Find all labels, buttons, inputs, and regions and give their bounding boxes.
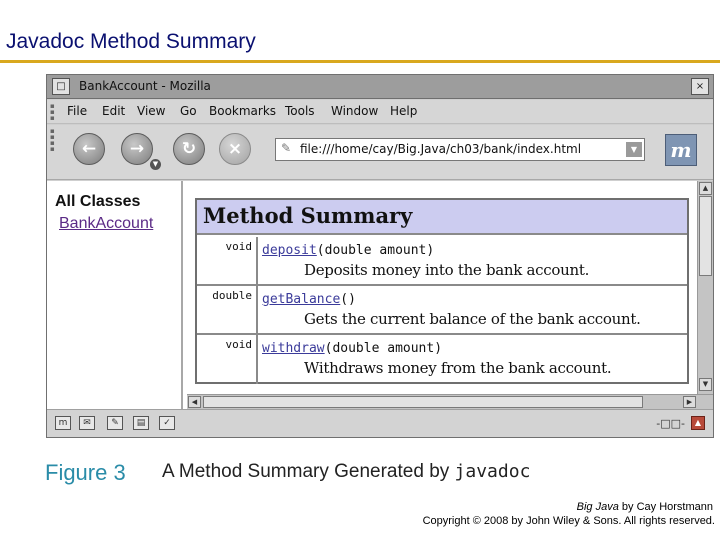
book-credit [577, 501, 713, 513]
url-bar[interactable] [275, 138, 645, 161]
copyright-notice: Copyright © 2008 by John Wiley & Sons. All rights reserved. [422, 515, 715, 527]
menu-bar [47, 100, 713, 124]
irc-icon[interactable]: ✓ [159, 416, 175, 430]
menu-view[interactable]: View [137, 104, 166, 118]
menu-help[interactable]: Help [390, 104, 418, 118]
method-summary-heading: Method Summary [203, 203, 413, 228]
menu-window[interactable]: Window [331, 104, 379, 118]
window-title: BankAccount - Mozilla [79, 79, 211, 93]
return-type-cell [197, 286, 258, 333]
method-description: Deposits money into the bank account. [304, 261, 590, 279]
horizontal-scrollbar[interactable] [187, 394, 713, 409]
url-text[interactable]: file:///home/cay/Big.Java/ch03/bank/index.html [300, 142, 582, 156]
mozilla-throbber-icon[interactable]: m [665, 134, 697, 166]
menu-file[interactable]: File [67, 104, 88, 118]
scroll-right-icon[interactable]: ▶ [683, 396, 696, 408]
return-type-cell [197, 237, 258, 284]
book-author: by Cay Horstmann [618, 501, 713, 513]
page-icon: ✎ [281, 141, 292, 155]
method-params: (double amount) [324, 341, 443, 356]
all-classes-heading: All Classes [55, 193, 141, 210]
vertical-scrollbar[interactable] [697, 181, 713, 394]
forward-history-dropdown-icon[interactable]: ▼ [150, 159, 161, 170]
page-content [47, 181, 713, 409]
menu-tools[interactable]: Tools [285, 104, 315, 118]
system-menu-icon[interactable]: □ [52, 78, 70, 95]
table-row [197, 286, 687, 335]
browser-window [46, 74, 714, 438]
method-link-deposit[interactable]: deposit [262, 243, 317, 258]
table-row [197, 335, 687, 384]
stop-icon[interactable]: × [219, 133, 251, 165]
title-rule [0, 60, 720, 63]
class-link-bankaccount[interactable]: BankAccount [59, 215, 154, 232]
toolbar-grip-icon[interactable]: ▪ ▪ ▪ [50, 102, 55, 122]
menu-bookmarks[interactable]: Bookmarks [209, 104, 277, 118]
method-signature [262, 243, 434, 258]
method-link-withdraw[interactable]: withdraw [262, 341, 325, 356]
method-summary-table [195, 198, 689, 384]
figure-caption-code: javadoc [454, 461, 531, 482]
status-bar [47, 409, 713, 437]
method-description: Gets the current balance of the bank account. [304, 310, 641, 328]
scroll-left-icon[interactable]: ◀ [188, 396, 201, 408]
menu-edit[interactable]: Edit [102, 104, 126, 118]
method-params: (double amount) [316, 243, 435, 258]
addressbook-icon[interactable]: ▤ [133, 416, 149, 430]
composer-icon[interactable]: ✎ [107, 416, 123, 430]
slide-title: Javadoc Method Summary [6, 30, 256, 53]
forward-icon[interactable]: → [121, 133, 153, 165]
lock-icon[interactable]: ▲ [691, 416, 705, 430]
vertical-scroll-thumb[interactable] [699, 196, 712, 276]
return-type: void [225, 338, 252, 351]
method-link-getbalance[interactable]: getBalance [262, 292, 341, 307]
url-dropdown-icon[interactable]: ▼ [626, 142, 642, 157]
method-params: () [340, 292, 356, 307]
return-type: void [225, 240, 252, 253]
class-list-frame [47, 181, 183, 409]
figure-caption [162, 461, 530, 483]
table-row [197, 237, 687, 286]
method-signature [262, 341, 442, 356]
close-icon[interactable]: × [691, 78, 709, 95]
menu-go[interactable]: Go [180, 104, 197, 118]
navigation-toolbar [47, 125, 713, 180]
toolbar-grip-icon[interactable]: ▪ ▪ ▪ ▪ [50, 127, 55, 153]
back-icon[interactable]: ← [73, 133, 105, 165]
scroll-down-icon[interactable]: ▼ [699, 378, 712, 391]
method-description: Withdraws money from the bank account. [304, 359, 612, 377]
horizontal-scroll-thumb[interactable] [203, 396, 643, 408]
method-summary-header [197, 200, 687, 235]
navigator-icon[interactable]: m [55, 416, 71, 430]
mail-icon[interactable]: ✉ [79, 416, 95, 430]
figure-label: Figure 3 [45, 460, 126, 485]
return-type-cell [197, 335, 258, 384]
reload-icon[interactable]: ↻ [173, 133, 205, 165]
window-titlebar[interactable] [47, 75, 713, 99]
figure-caption-text: A Method Summary Generated by [162, 461, 450, 482]
book-title: Big Java [576, 501, 619, 513]
return-type: double [212, 289, 252, 302]
online-status-icon[interactable]: -□□- [656, 417, 685, 430]
scroll-up-icon[interactable]: ▲ [699, 182, 712, 195]
method-signature [262, 292, 356, 307]
